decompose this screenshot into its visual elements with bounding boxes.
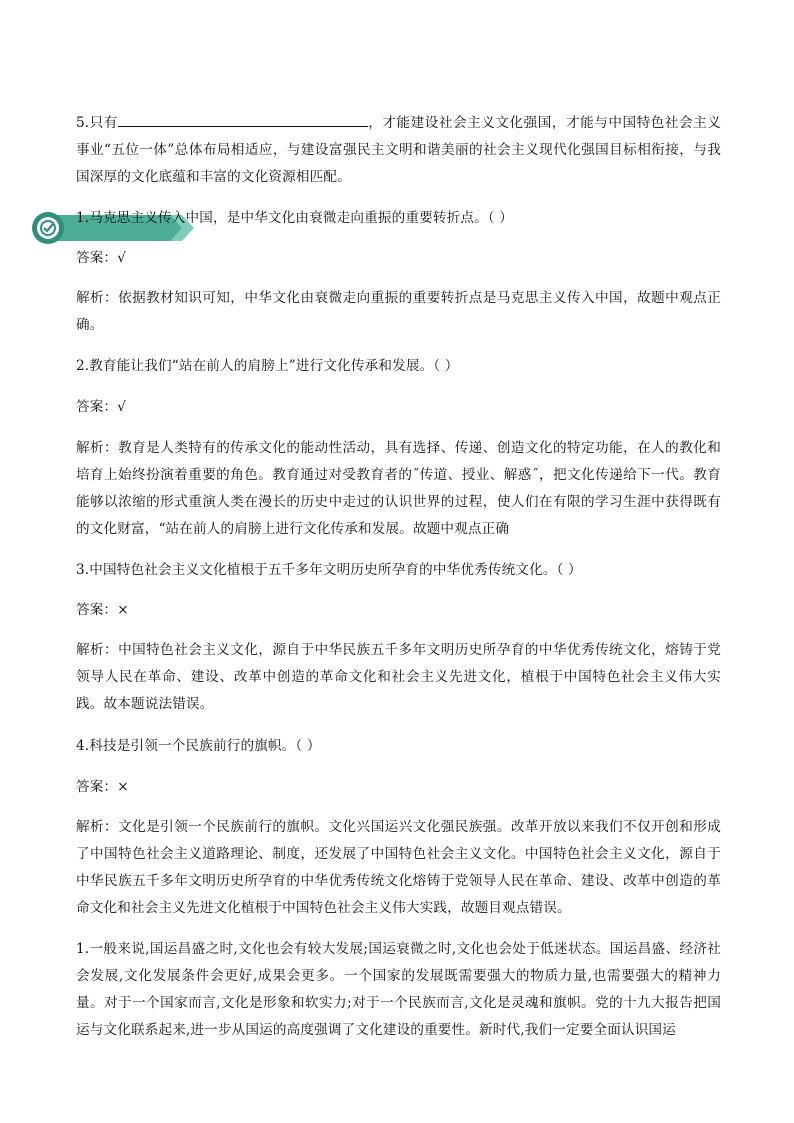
answer-1: 答案：√ [76,250,127,266]
analysis-1: 解析：依据教材知识可知，中华文化由衰微走向重振的重要转折点是马克思主义传入中国，故题中观点正确。 [76,290,721,333]
question-3: 3.中国特色社会主义文化植根于五千多年文明历史所孕育的中华优秀传统文化。（ ） [76,562,582,578]
answer-3: 答案：× [76,602,129,618]
question-2: 2.教育能让我们“站在前人的肩膀上”进行文化传承和发展。（ ） [76,358,459,374]
answer-4: 答案：× [76,779,129,795]
fill-blank-line3: 我国深厚的文化底蕴和丰富的文化资源相匹配。 [76,142,721,185]
analysis-4: 解析：文化是引领一个民族前行的旗帜。文化兴国运兴文化强民族强。改革开放以来我们不仅开创和形成了中国特色社会主义道路理论、制度，还发展了中国特色社会主义文化。中国特色社会主义文化，源自于中华民族五千多年文明历史所孕育的中华优秀传统文化熔铸于党领导人民在革命、建设、改革中创造的革命文化和社会主义先进文化植根于中国特色社会主义伟大实践，故题目观点错误。 [76,819,721,916]
answer-2: 答案：√ [76,399,127,415]
fill-blank-line2: 事业“五位一体”总体布局相适应，与建设富强民主文明和谐美丽的社会主义现代化强国目标相衔接，与 [76,142,708,158]
question-1: 1.马克思主义传入中国，是中华文化由衰微走向重振的重要转折点。（ ） [76,210,513,226]
question-4: 4.科技是引领一个民族前行的旗帜。（ ） [76,738,321,754]
essay-answer: 1.一般来说,国运昌盛之时,文化也会有较大发展;国运衰微之时,文化也会处于低迷状态。国运昌盛、经济社会发展,文化发展条件会更好,成果会更多。一个国家的发展既需要强大的物质力量,也需要强大的精神力量。对于一个国家而言,文化是形象和软实力;对于一个民族而言,文化是灵魂和旗帜。党的十九大报告把国运与文化联系起来,进一步从国运的高度强调了文化建设的重要性。新时代,我们一定要全面认识国运 [76,941,721,1038]
analysis-3: 解析：中国特色社会主义文化，源自于中华民族五千多年文明历史所孕育的中华优秀传统文化，熔铸于党领导人民在革命、建设、改革中创造的革命文化和社会主义先进文化，植根于中国特色社会主义伟大实践。故本题说法错误。 [76,642,721,712]
fill-blank-suffix: ，才能建设社会主义文化强国，才能与中国特色社会主义 [367,115,721,131]
fill-blank-question [76,110,721,191]
analysis-2: 解析：教育是人类特有的传承文化的能动性活动，具有选择、传递、创造文化的特定功能，在人的教化和培育上始终扮演着重要的角色。教育通过对受教育者的˝传道、授业、解惑˝，把文化传递给下一代。教育能够以浓缩的形式重演人类在漫长的历史中走过的认识世界的过程，使人们在有限的学习生涯中获得既有的文化财富，“站在前人的肩膀上进行文化传承和发展。故题中观点正确 [76,440,721,537]
answer-blank[interactable] [118,112,368,127]
fill-blank-prefix: 5.只有 [76,115,118,131]
